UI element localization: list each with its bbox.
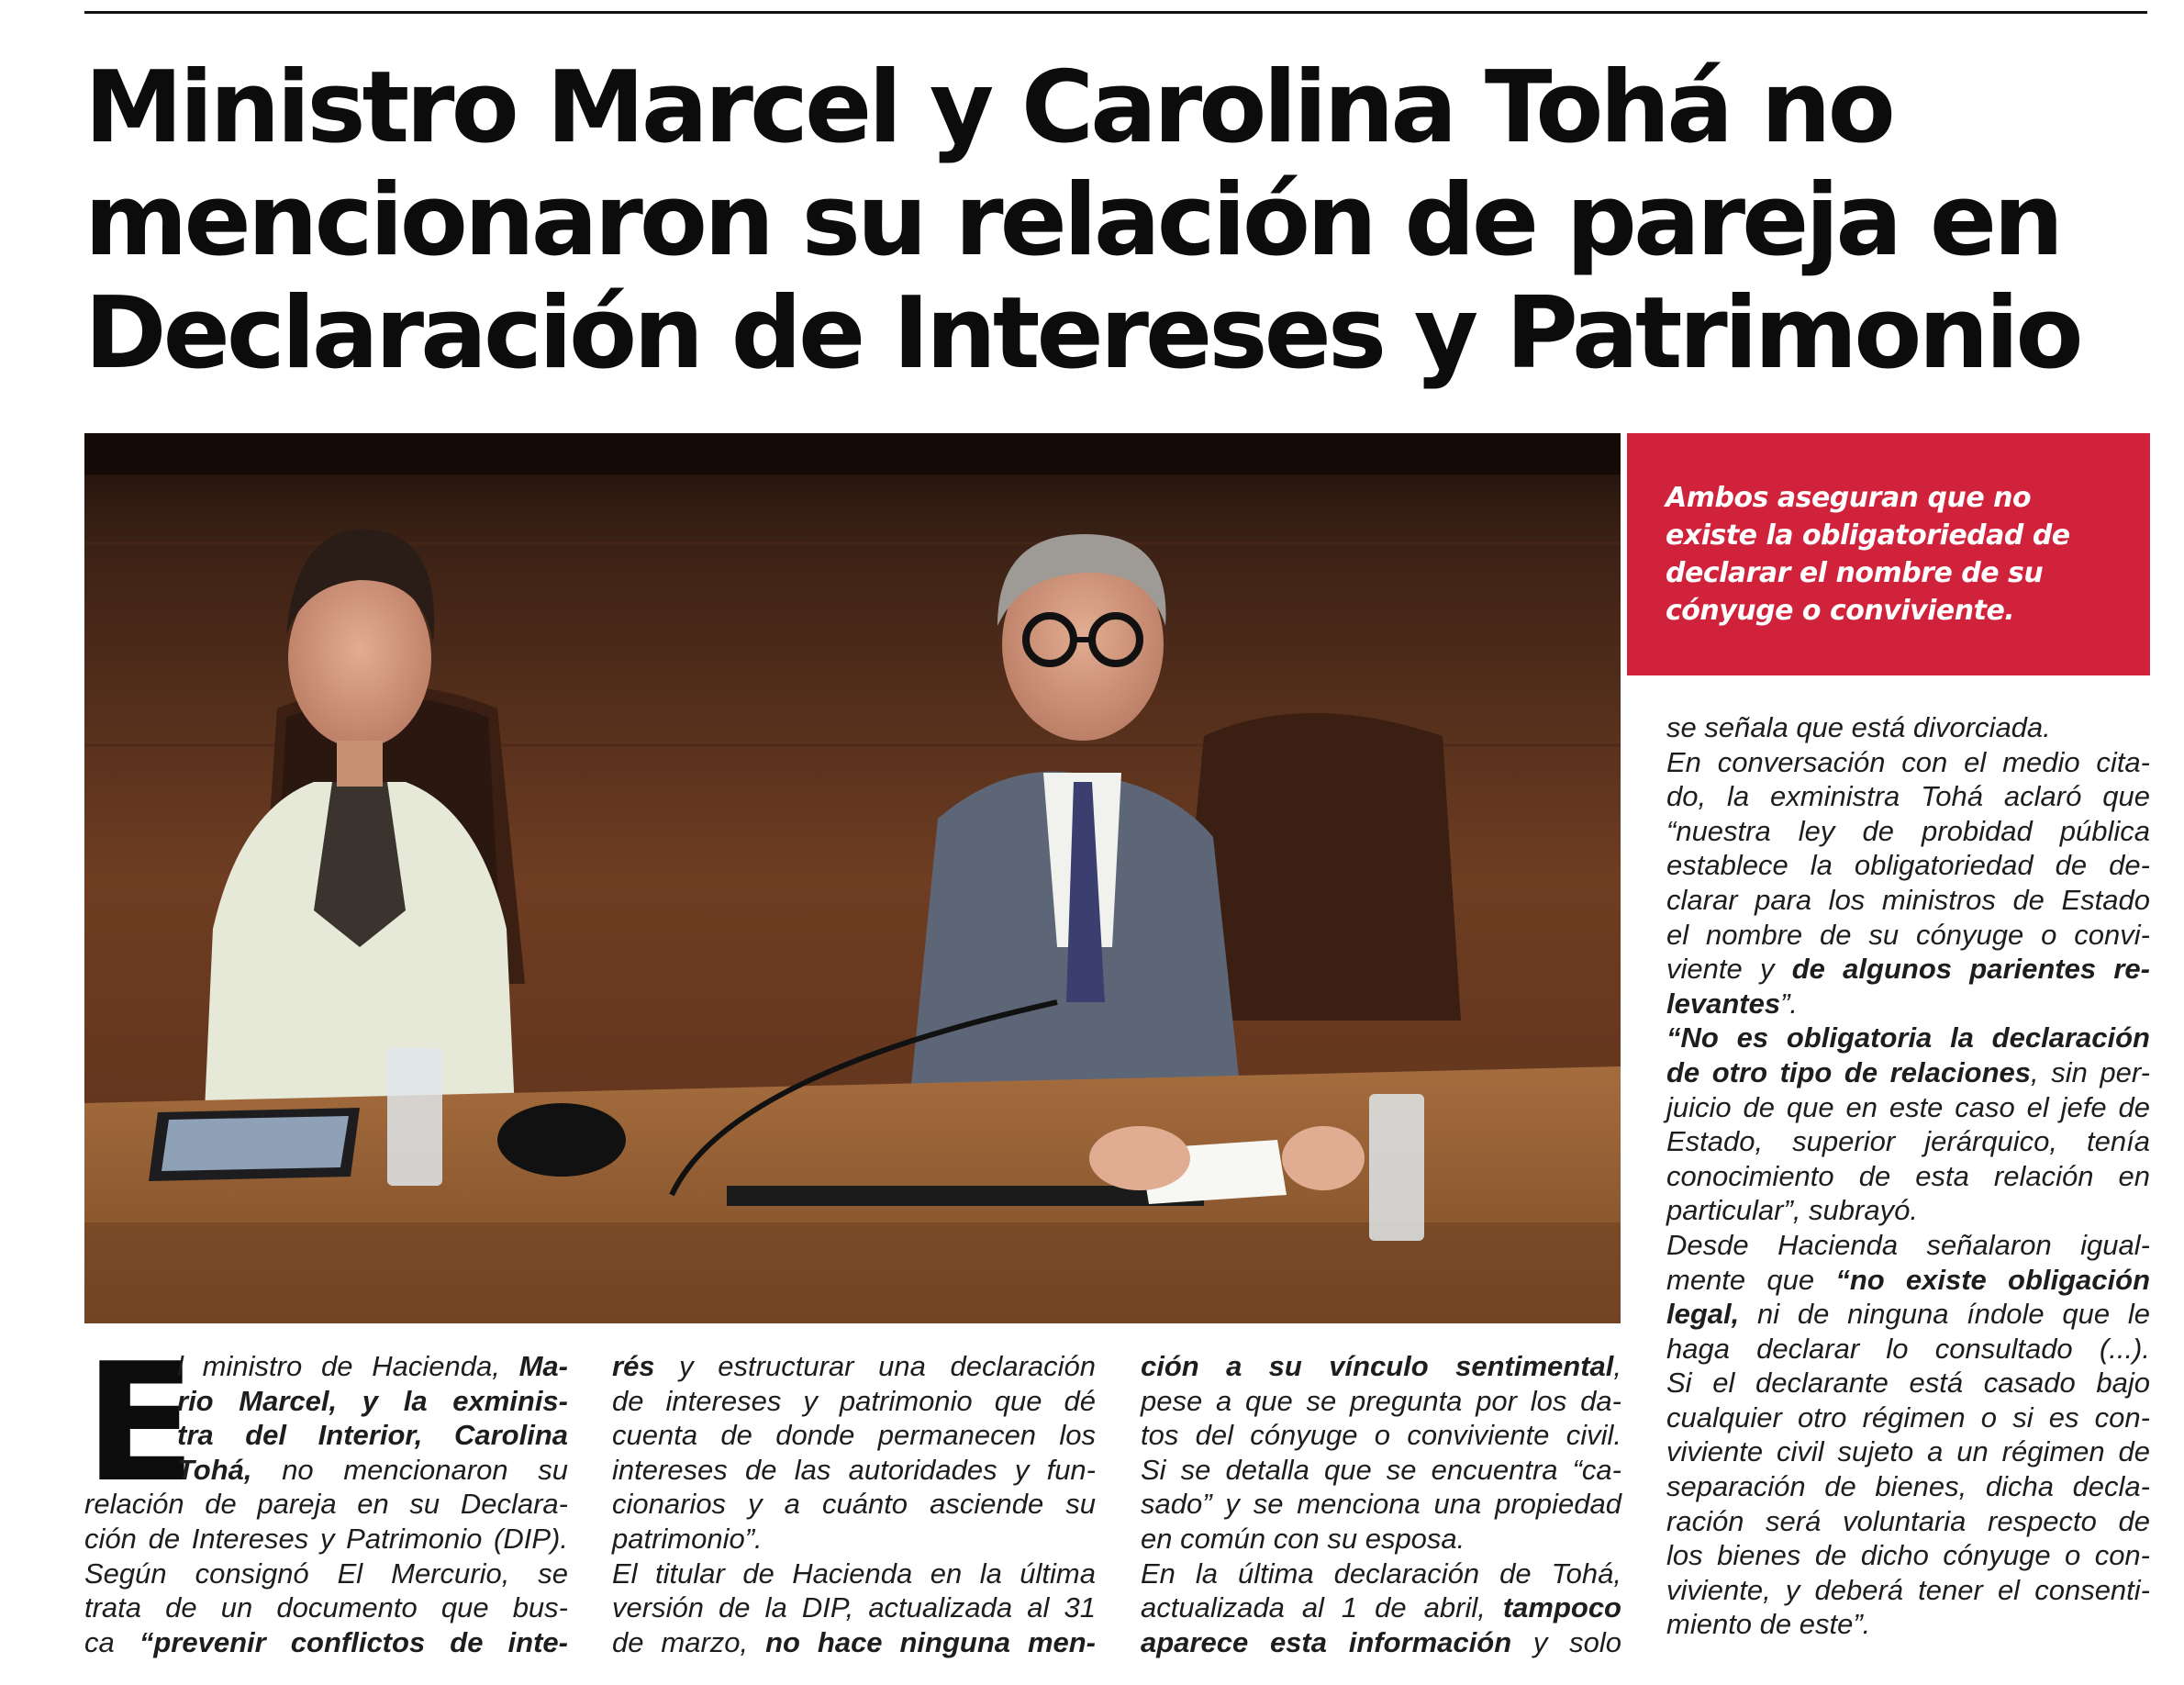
- pull-quote-callout: [1627, 433, 2150, 675]
- text-line: trata de un documento que bus-: [84, 1591, 568, 1624]
- text-line: haga declarar lo consultado (...).: [1666, 1332, 2150, 1365]
- text-line: El titular de Hacienda en la última: [612, 1557, 1096, 1590]
- text-line: “nuestra ley de probidad pública: [1666, 814, 2150, 847]
- text-line: versión de la DIP, actualizada al 31: [612, 1591, 1096, 1624]
- headline-line-3: Declaración de Intereses y Patrimonio: [84, 276, 2080, 391]
- text-line: Según consignó El Mercurio, se: [84, 1557, 568, 1590]
- text-line: Si el declarante está casado bajo: [1666, 1367, 2150, 1400]
- text-line: viente y de algunos parientes re-: [1666, 953, 2150, 986]
- text-line: viviente, y deberá tener el consenti-: [1666, 1573, 2150, 1606]
- text-line: intereses de las autoridades y fun-: [612, 1453, 1096, 1486]
- text-line: de otro tipo de relaciones, sin per-: [1666, 1055, 2150, 1088]
- text-line: rés y estructurar una declaración: [612, 1350, 1096, 1382]
- text-line: los bienes de dicho cónyuge o con-: [1666, 1539, 2150, 1572]
- text-line: ción de Intereses y Patrimonio (DIP).: [84, 1522, 568, 1555]
- article-photo: [84, 433, 1621, 1323]
- text-line: pese a que se pregunta por los da-: [1141, 1384, 1621, 1417]
- text-line: tra del Interior, Carolina: [177, 1419, 568, 1452]
- text-line: juicio de que en este caso el jefe de: [1666, 1090, 2150, 1123]
- text-line: levantes”.: [1666, 987, 1799, 1020]
- text-line: relación de pareja en su Declara-: [84, 1488, 568, 1521]
- text-line: actualizada al 1 de abril, tampoco: [1141, 1591, 1621, 1624]
- article-column-1: [84, 1328, 568, 1659]
- pull-quote-text: Ambos aseguran que no existe la obligatoriedad de declarar el nombre de su cónyuge o conviviente.: [1666, 482, 2070, 627]
- text-line: tos del cónyuge o conviviente civil.: [1141, 1419, 1621, 1452]
- text-line: cionarios y a cuánto asciende su: [612, 1488, 1096, 1521]
- top-rule: [84, 11, 2147, 14]
- text-line: Si se detalla que se encuentra “ca-: [1141, 1453, 1621, 1486]
- text-line: el nombre de su cónyuge o convi-: [1666, 918, 2150, 951]
- text-line: ración será voluntaria respecto de: [1666, 1504, 2150, 1537]
- text-line: separación de bienes, dicha decla-: [1666, 1470, 2150, 1503]
- text-line: Tohá, no mencionaron su: [177, 1453, 568, 1486]
- text-line: l ministro de Hacienda, Ma-: [177, 1350, 568, 1382]
- text-line: mente que “no existe obligación: [1666, 1263, 2151, 1296]
- text-line: en común con su esposa.: [1141, 1522, 1465, 1555]
- text-line: establece la obligatoriedad de de-: [1666, 849, 2150, 882]
- text-line: rio Marcel, y la exminis-: [177, 1384, 568, 1417]
- text-line: aparece esta información y solo: [1141, 1625, 1621, 1658]
- dropcap: E: [84, 1328, 191, 1518]
- text-line: de intereses y patrimonio que dé: [612, 1384, 1096, 1417]
- text-line: En la última declaración de Tohá,: [1141, 1557, 1621, 1590]
- text-line: patrimonio”.: [612, 1522, 763, 1555]
- text-line: Desde Hacienda señalaron igual-: [1666, 1228, 2150, 1261]
- text-line: ción a su vínculo sentimental,: [1141, 1350, 1621, 1382]
- text-line: miento de este”.: [1666, 1608, 1871, 1641]
- text-line: En conversación con el medio cita-: [1666, 745, 2150, 778]
- text-line: cuenta de donde permanecen los: [612, 1419, 1096, 1452]
- text-line: particular”, subrayó.: [1666, 1194, 1918, 1227]
- article-column-3: [1141, 1349, 1621, 1659]
- text-line: “No es obligatoria la declaración: [1666, 1021, 2150, 1055]
- text-line: Estado, superior jerárquico, tenía: [1666, 1125, 2150, 1158]
- article-column-2: [612, 1349, 1096, 1659]
- headline: [84, 51, 2149, 390]
- text-line: sado” y se menciona una propiedad: [1141, 1488, 1621, 1521]
- article-column-4: [1666, 710, 2150, 1642]
- text-line: legal, ni de ninguna índole que le: [1666, 1298, 2150, 1331]
- text-line: conocimiento de esta relación en: [1666, 1159, 2150, 1192]
- text-line: de marzo, no hace ninguna men-: [612, 1625, 1097, 1658]
- text-line: do, la exministra Tohá aclaró que: [1666, 780, 2150, 813]
- photo-illustration: [84, 433, 1621, 1323]
- text-line: viviente civil sujeto a un régimen de: [1666, 1435, 2150, 1468]
- text-line: clarar para los ministros de Estado: [1666, 883, 2150, 916]
- text-line: se señala que está divorciada.: [1666, 711, 2051, 743]
- headline-line-1: Ministro Marcel y Carolina Tohá no: [84, 50, 1892, 165]
- text-line: ca “prevenir conflictos de inte-: [84, 1625, 568, 1658]
- headline-line-2: mencionaron su relación de pareja en: [84, 163, 2061, 278]
- text-line: cualquier otro régimen o si es con-: [1666, 1400, 2150, 1434]
